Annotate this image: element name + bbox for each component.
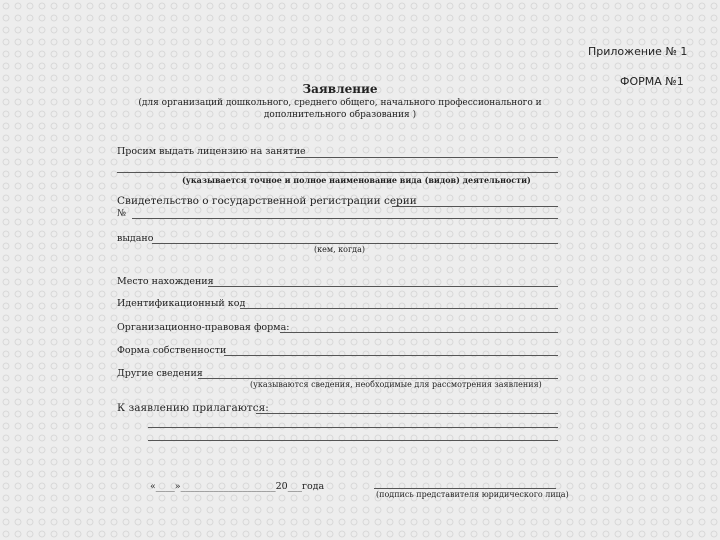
- appendix-label: Приложение № 1: [588, 45, 688, 58]
- form-number-label: ФОРМА №1: [620, 75, 684, 88]
- location-line[interactable]: [208, 286, 558, 287]
- attachment-line-2[interactable]: [148, 427, 558, 428]
- issued-label: выдано: [117, 233, 154, 244]
- signature-hint: (подпись представителя юридического лица): [376, 490, 569, 499]
- attachment-line-3[interactable]: [148, 440, 558, 441]
- form-subtitle-line-1: (для организаций дошкольного, среднего общего, начального профессионального и: [138, 98, 542, 108]
- form-subtitle: [110, 97, 570, 121]
- request-label: Просим выдать лицензию на занятие: [117, 146, 306, 157]
- legal-form-label: Организационно-правовая форма:: [117, 322, 290, 333]
- issued-line[interactable]: [152, 243, 558, 244]
- form-subtitle-line-2: дополнительного образования ): [263, 110, 417, 120]
- ownership-label: Форма собственности: [117, 345, 227, 356]
- certificate-label: Свидетельство о государственной регистрации серии: [117, 195, 417, 207]
- inn-label: Идентификационный код: [117, 298, 246, 309]
- other-info-hint: (указываются сведения, необходимые для рассмотрения заявления): [250, 380, 542, 389]
- attachment-line-1[interactable]: [256, 413, 558, 414]
- activity-line-1[interactable]: [296, 157, 558, 158]
- attachments-label: К заявлению прилагаются:: [117, 402, 269, 414]
- activity-hint: (указывается точное и полное наименование вида (видов) деятельности): [182, 175, 531, 185]
- signature-line[interactable]: [374, 488, 556, 489]
- activity-line-2[interactable]: [117, 172, 558, 173]
- location-label: Место нахождения: [117, 276, 214, 287]
- ownership-line[interactable]: [224, 355, 558, 356]
- certificate-series-line[interactable]: [392, 206, 558, 207]
- form-title: Заявление: [302, 82, 378, 96]
- certificate-number-line[interactable]: [132, 218, 558, 219]
- number-label: №: [117, 208, 126, 219]
- other-info-label: Другие сведения: [117, 368, 203, 379]
- other-info-line[interactable]: [198, 378, 558, 379]
- inn-line[interactable]: [240, 308, 558, 309]
- legal-form-line[interactable]: [280, 332, 558, 333]
- date-field[interactable]: «____»____________________20___года: [150, 481, 325, 492]
- issued-hint: (кем, когда): [314, 245, 365, 254]
